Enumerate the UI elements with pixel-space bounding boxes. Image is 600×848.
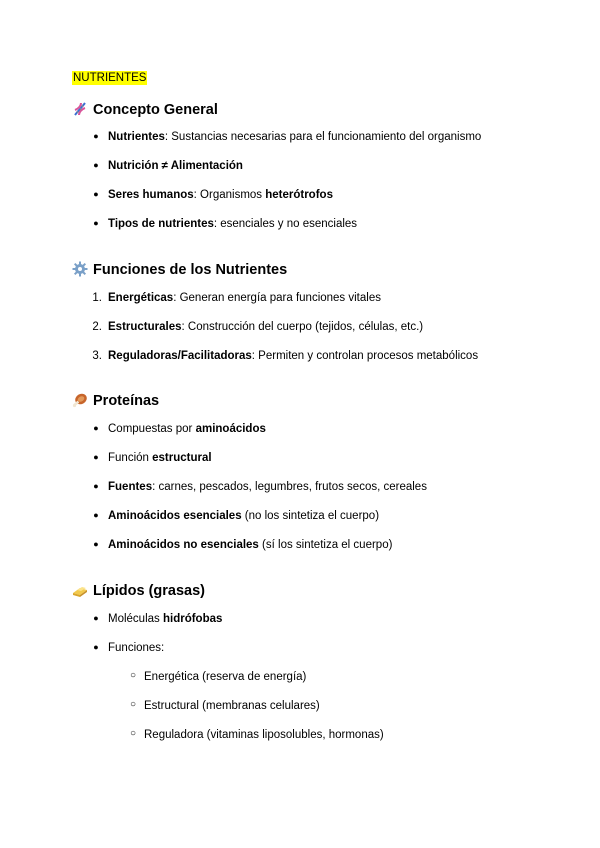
list-item <box>108 538 392 552</box>
list-item <box>108 188 333 202</box>
section-heading-concepto <box>72 101 218 119</box>
list-item <box>108 320 423 334</box>
item-text: : Permiten y controlan procesos metabólicos <box>251 350 479 362</box>
item-bold-text: Reguladoras/Facilitadoras <box>108 350 252 362</box>
section-heading-text: Lípidos (grasas) <box>93 583 205 599</box>
list-item <box>108 641 164 655</box>
list-number: 2. <box>92 321 102 333</box>
document-title: NUTRIENTES <box>73 72 147 84</box>
sub-bullet-icon: ○ <box>129 699 137 710</box>
section-heading-text: Concepto General <box>93 102 218 118</box>
bullet-icon: ● <box>93 481 99 491</box>
bullet-icon: ● <box>93 539 99 549</box>
item-bold-text: Nutrientes <box>108 131 165 143</box>
list-item <box>108 509 379 523</box>
sub-list-item: Estructural (membranas celulares) <box>144 700 320 712</box>
item-text: : Construcción del cuerpo (tejidos, células, etc.) <box>181 321 424 333</box>
item-bold-text: heterótrofos <box>265 189 333 201</box>
sub-list-item: Energética (reserva de energía) <box>144 671 307 683</box>
item-text: : Generan energía para funciones vitales <box>173 292 381 304</box>
section-heading-text: Funciones de los Nutrientes <box>93 262 288 278</box>
bullet-icon: ● <box>93 452 99 462</box>
meat-icon <box>72 392 88 408</box>
item-bold-text: estructural <box>152 452 212 464</box>
section-heading-lipidos <box>72 582 205 600</box>
item-bold-text: Tipos de nutrientes <box>108 218 214 230</box>
item-bold-text: Estructurales <box>108 321 182 333</box>
item-bold-text: aminoácidos <box>195 423 266 435</box>
gear-icon <box>72 261 88 277</box>
bullet-icon: ● <box>93 218 99 228</box>
list-item <box>108 130 481 144</box>
section-heading-funciones <box>72 261 287 279</box>
bullet-icon: ● <box>93 189 99 199</box>
item-text: : Sustancias necesarias para el funcionamiento del organismo <box>164 131 482 143</box>
list-item <box>108 612 222 626</box>
bullet-icon: ● <box>93 613 99 623</box>
item-bold-text: hidrófobas <box>162 613 223 625</box>
bullet-icon: ● <box>93 131 99 141</box>
butter-icon <box>72 582 88 598</box>
bullet-icon: ● <box>93 160 99 170</box>
item-text: : esenciales y no esenciales <box>213 218 358 230</box>
list-item <box>108 291 381 305</box>
item-text: Moléculas <box>108 613 163 625</box>
item-text: : carnes, pescados, legumbres, frutos secos, cereales <box>152 481 427 493</box>
section-heading-proteinas <box>72 392 159 410</box>
item-text: : Organismos <box>193 189 266 201</box>
item-bold-text: Seres humanos <box>108 189 194 201</box>
item-text: (no los sintetiza el cuerpo) <box>241 510 380 522</box>
list-item <box>108 349 478 363</box>
item-bold-text: Fuentes <box>108 481 153 493</box>
list-item <box>108 217 357 231</box>
item-bold-text: Aminoácidos no esenciales <box>108 539 259 551</box>
item-text: (sí los sintetiza el cuerpo) <box>258 539 393 551</box>
list-item <box>108 422 266 436</box>
section-heading-text: Proteínas <box>93 393 160 409</box>
item-text: Compuestas por <box>108 423 196 435</box>
item-text: Funciones: <box>108 642 165 654</box>
item-bold-text: Energéticas <box>108 292 174 304</box>
list-number: 1. <box>92 292 102 304</box>
list-item <box>108 159 243 173</box>
bullet-icon: ● <box>93 510 99 520</box>
list-number: 3. <box>92 350 102 362</box>
list-item <box>108 451 212 465</box>
item-text: Función <box>108 452 153 464</box>
item-bold-text: Nutrición ≠ Alimentación <box>108 160 243 172</box>
sub-list-item: Reguladora (vitaminas liposolubles, hormonas) <box>144 729 384 741</box>
sub-bullet-icon: ○ <box>129 670 137 681</box>
list-item <box>108 480 427 494</box>
item-bold-text: Aminoácidos esenciales <box>108 510 242 522</box>
sub-bullet-icon: ○ <box>129 728 137 739</box>
dna-icon <box>72 101 88 117</box>
bullet-icon: ● <box>93 642 99 652</box>
bullet-icon: ● <box>93 423 99 433</box>
